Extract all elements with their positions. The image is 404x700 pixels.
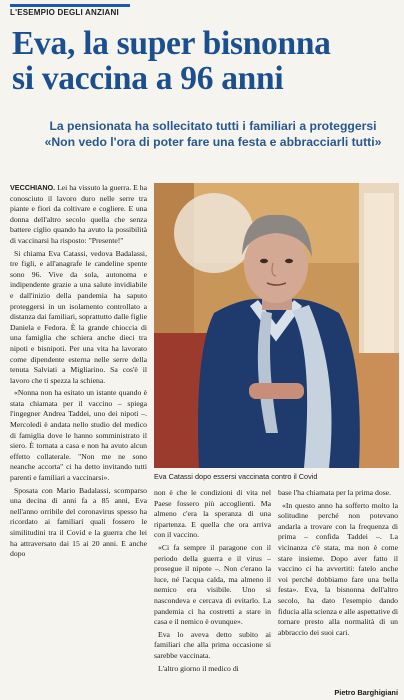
article-column-1 (10, 183, 147, 560)
headline (12, 26, 404, 96)
article-paragraph: «Ci fa sempre il paragone con il periodo della guerra e il virus – prosegue il nipote –. Non c'erano la luce, né l'acqua calda, ma almeno il nemico era visibile. Uno si nascondeva e cercava di evitarlo. La pandemia ci ha costretti a stare in casa e il nemico è ovunque». (154, 542, 271, 627)
article-paragraph: L'altro giorno il medico di (158, 663, 239, 673)
article-column-3 (278, 488, 398, 638)
article-paragraph: non è che le condizioni di vita nel Paese fossero più accoglienti. Ma almeno c'era la speranza di una ripartenza. E quella che ora arriva con il vaccino. (154, 488, 271, 540)
photo-caption: Eva Catassi dopo essersi vaccinata contro il Covid (154, 472, 318, 481)
article-paragraph: base l'ha chiamata per la prima dose. (278, 488, 392, 497)
dateline: VECCHIANO. (10, 183, 56, 192)
article-paragraph: Sposata con Mario Badalassi, scomparso una decina di anni fa a 85 anni, Eva nell'anno orribile del coronavirus spesso ha ricordato ai familiari quali fossero le similitudini tra il Covid e la guerra che lei ha attraversato dai 15 ai 20 anni. E anche dopo (10, 485, 147, 559)
section-kicker: L'ESEMPIO DEGLI ANZIANI (10, 8, 119, 17)
subheadline (28, 119, 398, 150)
kicker-rule (10, 4, 130, 7)
portrait-illustration (154, 183, 399, 468)
headline-line-2: si vaccina a 96 anni (12, 60, 284, 97)
article-paragraph: «Nonna non ha esitato un istante quando è stata chiamata per il vaccino – spiega l'ingegner Andrea Taddei, uno dei nipoti –. Mercoledì è andata nello studio del medico di famiglia dove le hanno somministrato il siero. È tornata a casa e non ha avuto alcun effetto collaterale. "Non me ne sono neanche accorta" ci ha detto invitando tutti parenti e familiari a vaccinarsi». (10, 388, 147, 483)
article-column-2 (154, 488, 271, 674)
article-paragraph: Si chiama Eva Catassi, vedova Badalassi, tre figli, e all'anagrafe le candeline spente sono 96. Vive da sola, autonoma e indipendente grazie a una salute invidiabile e dall'inizio della pandemia ha saputo proteggersi in un isolamento controllato a distanza dai familiari, soprattutto dalle figlie Daniela e Fedora. È la grande chioccia di una famiglia che schiera anche dieci tra nipoti e bisnipoti. Per una vita ha lavorato come dipendente esterna nelle serre della tenuta Salviati a Migliarino. Sa cos'è il lavoro che ti spezza la schiena. (10, 248, 147, 385)
article-text: Lei ha vissuto la guerra. E ha conosciuto il lavoro duro nelle serre tra piante e fiori da coltivare e cogliere. E una donna dell'altro secolo quella che senza battere ciglio quando ha avuto la possibilità di vaccinarsi ha risposto: "Presente!" (10, 183, 148, 245)
article-paragraph: «In questo anno ha sofferto molto la solitudine perché non potevano andarla a trovare con la frequenza di prima – confida Taddei –. La vicinanza c'è stata, ma non è come stare insieme. Dopo aver fatto il vaccino ci ha avvertiti: fatelo anche voi perché dobbiamo fare una bella festa». Eva, la bisnonna dell'altro secolo, ha dato l'esempio dando fiducia alla scienza e alle aspettative di tornare presto alla normalità di un abbraccio dei suoi cari. (278, 500, 398, 637)
author-byline: Pietro Barghigiani (334, 688, 398, 697)
article-paragraph (10, 183, 147, 247)
article-paragraph: Eva lo aveva detto subito ai familiari che alla prima occasione si sarebbe vaccinata. (154, 629, 271, 660)
headline-line-1: Eva, la super bisnonna (12, 25, 331, 62)
subheadline-line-1: La pensionata ha sollecitato tutti i familiari a proteggersi (49, 119, 377, 133)
subheadline-line-2: «Non vedo l'ora di poter fare una festa e abbracciarli tutti» (44, 134, 382, 149)
article-photo (154, 183, 399, 468)
